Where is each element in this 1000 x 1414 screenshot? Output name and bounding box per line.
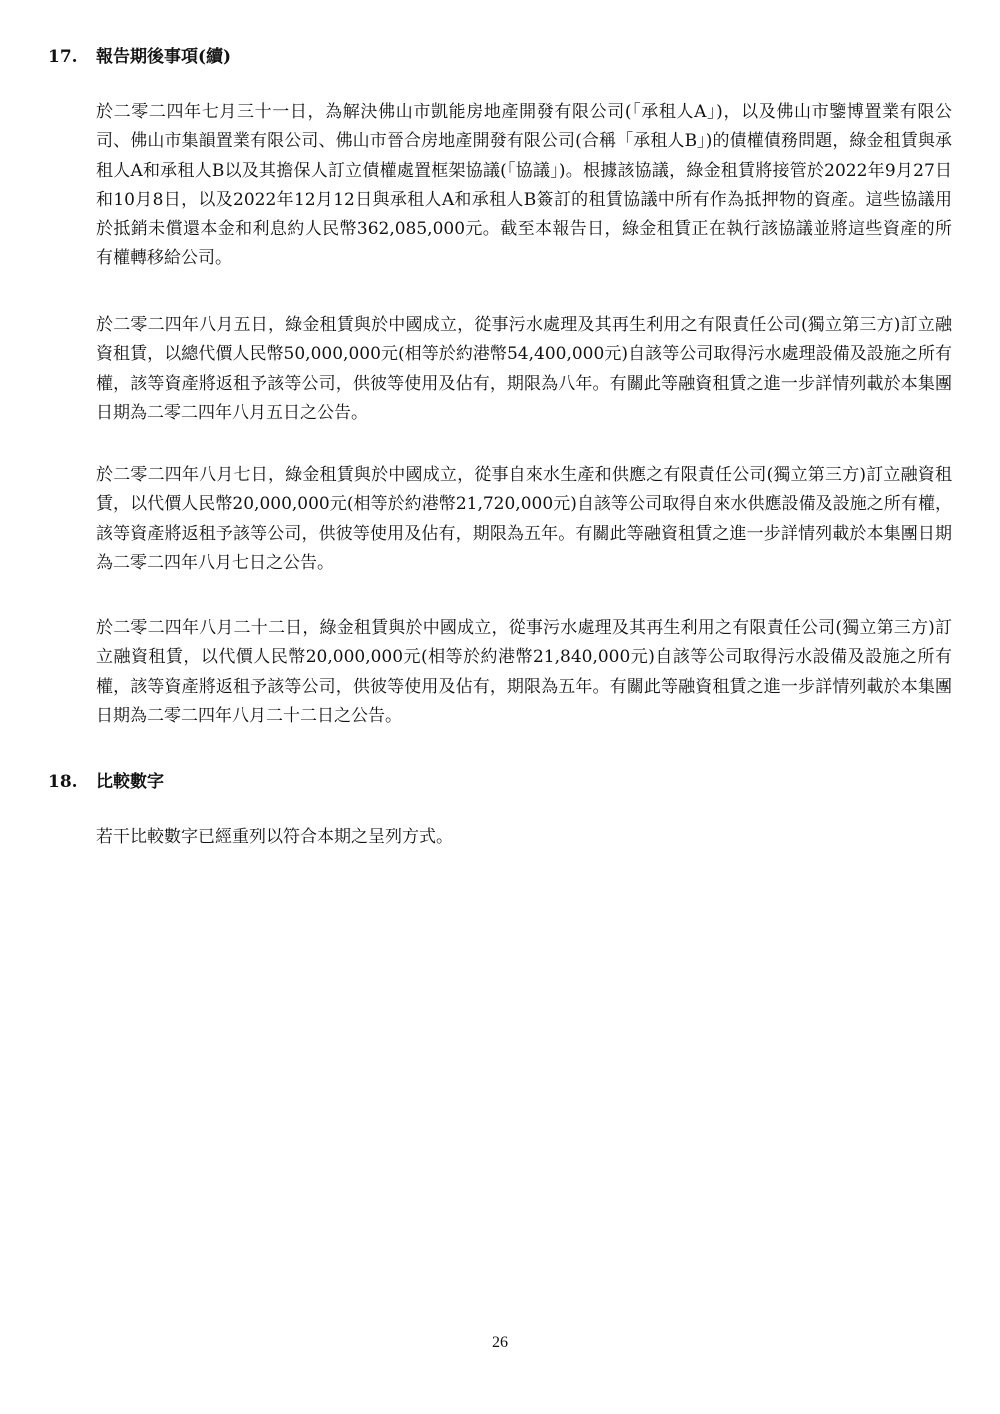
paragraph: 於二零二四年八月五日，綠金租賃與於中國成立，從事污水處理及其再生利用之有限責任公司(獨立第三方)訂立融資租賃，以總代價人民幣50,000,000元(相等於約港幣54,400,000元)自該等公司取得污水處理設備及設施之所有權，該等資產將返租予該等公司，供彼等使用及佔有，期限為八年。有關此等融資租賃之進一步詳情列載於本集團日期為二零二四年八月五日之公告。 [96,315,952,423]
paragraph: 若干比較數字已經重列以符合本期之呈列方式。 [96,827,453,847]
page-number: 26 [492,1334,508,1351]
section-number: 18. [48,772,78,792]
section-17-heading [48,45,231,69]
paragraph: 於二零二四年八月七日，綠金租賃與於中國成立，從事自來水生產和供應之有限責任公司(獨立第三方)訂立融資租賃，以代價人民幣20,000,000元(相等於約港幣21,720,000元)自該等公司取得自來水供應設備及設施之所有權，該等資產將返租予該等公司，供彼等使用及佔有，期限為五年。有關此等融資租賃之進一步詳情列載於本集團日期為二零二四年八月七日之公告。 [96,465,952,573]
paragraph: 於二零二四年七月三十一日，為解決佛山市凱能房地產開發有限公司(「承租人A」)，以及佛山市鑒博置業有限公司、佛山市集韻置業有限公司、佛山市晉合房地產開發有限公司(合稱「承租人B」)的債權債務問題，綠金租賃與承租人A和承租人B以及其擔保人訂立債權處置框架協議(「協議」)。根據該協議，綠金租賃將接管於2022年9月27日和10月8日，以及2022年12月12日與承租人A和承租人B簽訂的租賃協議中所有作為抵押物的資產。這些協議用於抵銷未償還本金和利息約人民幣362,085,000元。截至本報告日，綠金租賃正在執行該協議並將這些資產的所有權轉移給公司。 [96,102,952,269]
section-title: 比較數字 [96,772,164,792]
section-18-heading [48,770,164,794]
section-title: 報告期後事項(續) [96,47,232,67]
section-number: 17. [48,47,78,67]
paragraph: 於二零二四年八月二十二日，綠金租賃與於中國成立，從事污水處理及其再生利用之有限責任公司(獨立第三方)訂立融資租賃，以代價人民幣20,000,000元(相等於約港幣21,840,000元)自該等公司取得污水設備及設施之所有權，該等資產將返租予該等公司，供彼等使用及佔有，期限為五年。有關此等融資租賃之進一步詳情列載於本集團日期為二零二四年八月二十二日之公告。 [96,618,952,726]
